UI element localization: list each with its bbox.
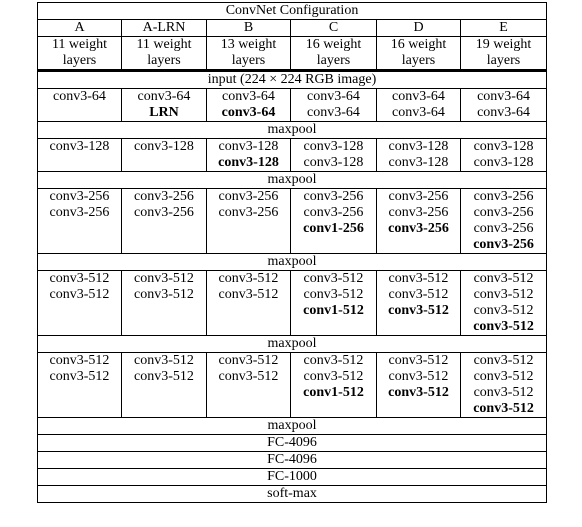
- maxpool-label: maxpool: [38, 418, 547, 435]
- tail-layer-row: [38, 435, 547, 452]
- layer-label: conv3-512: [134, 369, 194, 384]
- layer-label: conv3-512: [218, 369, 279, 384]
- layer-label: conv3-64: [222, 89, 275, 104]
- config-name: A: [38, 20, 122, 37]
- layer-label: conv3-512: [388, 303, 449, 318]
- config-depth: 13 weight layers: [207, 37, 291, 71]
- layer-label: conv3-512: [134, 353, 194, 368]
- maxpool-row: [38, 172, 547, 189]
- maxpool-row: [38, 254, 547, 271]
- config-name: E: [461, 20, 547, 37]
- layer-cell: [291, 139, 377, 172]
- layer-label: conv3-128: [388, 155, 449, 170]
- layer-label: conv3-256: [303, 205, 364, 220]
- layer-cell: [377, 189, 461, 254]
- layer-cell: [38, 189, 122, 254]
- tail-layer-label: soft-max: [38, 486, 547, 503]
- layer-cell: [207, 139, 291, 172]
- layer-label: conv1-512: [303, 303, 364, 318]
- layer-block-row: [38, 271, 547, 336]
- layer-label: conv3-512: [473, 401, 534, 416]
- layer-label: conv3-512: [218, 353, 279, 368]
- layer-cell: [207, 353, 291, 418]
- layer-cell: [38, 89, 122, 122]
- input-label: input (224 × 224 RGB image): [38, 72, 547, 89]
- layer-block-row: [38, 139, 547, 172]
- layer-label: conv3-256: [49, 189, 110, 204]
- layer-label: conv3-128: [218, 139, 279, 154]
- layer-label: conv1-512: [303, 385, 364, 400]
- layer-label: conv3-256: [388, 189, 449, 204]
- layer-label: conv3-256: [473, 221, 534, 236]
- layer-label: conv3-512: [473, 385, 534, 400]
- layer-label: conv3-512: [388, 385, 449, 400]
- config-table-body: [38, 3, 547, 503]
- layer-label: conv3-64: [477, 105, 530, 120]
- maxpool-row: [38, 336, 547, 353]
- layer-label: conv3-256: [473, 237, 534, 252]
- maxpool-row: [38, 122, 547, 139]
- tail-layer-label: FC-4096: [38, 452, 547, 469]
- layer-label: conv3-64: [137, 89, 191, 104]
- layer-label: LRN: [149, 105, 179, 120]
- layer-cell: [207, 89, 291, 122]
- layer-cell: [122, 353, 207, 418]
- config-depth: 11 weight layers: [38, 37, 122, 71]
- layer-label: conv3-128: [473, 155, 534, 170]
- layer-label: conv3-512: [303, 287, 364, 302]
- table-title-row: [38, 3, 547, 20]
- layer-block-row: [38, 189, 547, 254]
- layer-cell: [122, 271, 207, 336]
- layer-label: conv3-512: [473, 303, 534, 318]
- layer-label: conv3-64: [221, 105, 276, 120]
- layer-label: conv3-256: [473, 189, 534, 204]
- layer-label: conv3-256: [388, 205, 449, 220]
- layer-label: conv3-128: [303, 139, 364, 154]
- layer-label: conv3-512: [134, 287, 194, 302]
- layer-cell: [291, 353, 377, 418]
- maxpool-label: maxpool: [38, 122, 547, 139]
- layer-label: conv3-512: [303, 353, 364, 368]
- tail-layer-label: FC-4096: [38, 435, 547, 452]
- maxpool-label: maxpool: [38, 336, 547, 353]
- tail-layer-row: [38, 469, 547, 486]
- layer-label: conv3-64: [53, 89, 106, 104]
- layer-cell: [291, 89, 377, 122]
- layer-label: conv3-64: [392, 105, 445, 120]
- layer-label: conv3-512: [388, 287, 449, 302]
- tail-layer-label: FC-1000: [38, 469, 547, 486]
- config-depth: 16 weight layers: [291, 37, 377, 71]
- input-row: [38, 72, 547, 89]
- config-name-row: [38, 20, 547, 37]
- layer-cell: [122, 89, 207, 122]
- layer-block-row: [38, 89, 547, 122]
- layer-label: conv3-256: [473, 205, 534, 220]
- layer-cell: [377, 139, 461, 172]
- layer-label: conv3-512: [473, 287, 534, 302]
- layer-label: conv3-512: [388, 271, 449, 286]
- layer-label: conv3-512: [49, 287, 110, 302]
- tail-layer-row: [38, 452, 547, 469]
- layer-label: conv3-256: [49, 205, 110, 220]
- layer-cell: [377, 353, 461, 418]
- config-depth: 16 weight layers: [377, 37, 461, 71]
- maxpool-label: maxpool: [38, 172, 547, 189]
- layer-cell: [122, 189, 207, 254]
- convnet-config-table: [37, 2, 547, 503]
- layer-label: conv3-256: [218, 205, 279, 220]
- layer-label: conv3-256: [388, 221, 449, 236]
- layer-label: conv3-512: [49, 271, 110, 286]
- maxpool-label: maxpool: [38, 254, 547, 271]
- layer-cell: [291, 189, 377, 254]
- layer-label: conv3-128: [388, 139, 449, 154]
- layer-cell: [461, 353, 547, 418]
- layer-label: conv3-512: [218, 287, 279, 302]
- layer-block-row: [38, 353, 547, 418]
- layer-cell: [38, 271, 122, 336]
- layer-cell: [377, 271, 461, 336]
- layer-label: conv3-128: [49, 139, 110, 154]
- layer-label: conv3-256: [134, 205, 194, 220]
- config-depth: 19 weight layers: [461, 37, 547, 71]
- layer-cell: [122, 139, 207, 172]
- tail-layer-row: [38, 486, 547, 503]
- config-depth-row: [38, 37, 547, 71]
- layer-cell: [207, 271, 291, 336]
- layer-label: conv3-512: [134, 271, 194, 286]
- layer-cell: [377, 89, 461, 122]
- layer-label: conv3-512: [49, 353, 110, 368]
- config-name: B: [207, 20, 291, 37]
- layer-cell: [38, 353, 122, 418]
- layer-cell: [291, 271, 377, 336]
- layer-label: conv3-64: [307, 89, 360, 104]
- layer-label: conv3-512: [303, 271, 364, 286]
- layer-label: conv3-64: [477, 89, 530, 104]
- layer-label: conv3-256: [303, 189, 364, 204]
- layer-label: conv3-512: [473, 353, 534, 368]
- layer-label: conv3-128: [473, 139, 534, 154]
- layer-label: conv3-512: [303, 369, 364, 384]
- config-name: A-LRN: [122, 20, 207, 37]
- layer-label: conv3-256: [134, 189, 194, 204]
- layer-cell: [207, 189, 291, 254]
- layer-label: conv3-128: [303, 155, 364, 170]
- layer-cell: [461, 271, 547, 336]
- layer-cell: [461, 139, 547, 172]
- layer-label: conv3-512: [388, 353, 449, 368]
- layer-label: conv3-64: [392, 89, 445, 104]
- config-name: C: [291, 20, 377, 37]
- layer-cell: [461, 189, 547, 254]
- layer-label: conv3-256: [218, 189, 279, 204]
- layer-label: conv3-512: [49, 369, 110, 384]
- layer-label: conv3-128: [134, 139, 194, 154]
- layer-label: conv3-64: [307, 105, 360, 120]
- layer-label: conv3-128: [218, 155, 279, 170]
- config-depth: 11 weight layers: [122, 37, 207, 71]
- config-name: D: [377, 20, 461, 37]
- maxpool-row: [38, 418, 547, 435]
- layer-label: conv1-256: [303, 221, 364, 236]
- layer-label: conv3-512: [218, 271, 279, 286]
- layer-label: conv3-512: [473, 271, 534, 286]
- layer-label: conv3-512: [473, 319, 534, 334]
- layer-label: conv3-512: [473, 369, 534, 384]
- table-title: ConvNet Configuration: [38, 3, 547, 20]
- layer-label: conv3-512: [388, 369, 449, 384]
- layer-cell: [461, 89, 547, 122]
- layer-cell: [38, 139, 122, 172]
